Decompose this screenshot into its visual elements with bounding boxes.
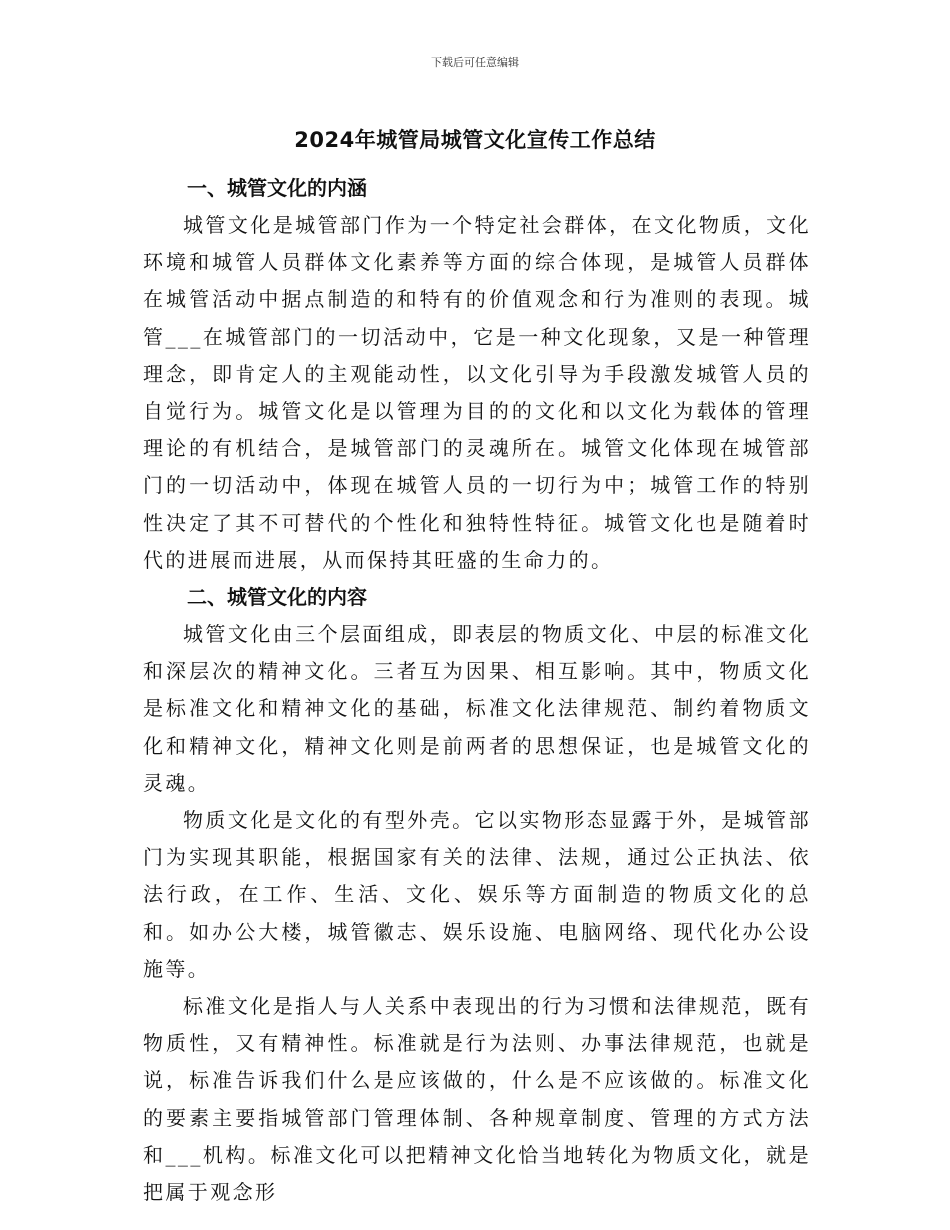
section-heading-2: 二、城管文化的内容 <box>187 585 367 610</box>
section-heading-1: 一、城管文化的内涵 <box>187 176 367 200</box>
paragraph: 标准文化是指人与人关系中表现出的行为习惯和法律规范，既有物质性，又有精神性。标准就是行为法则、办事法律规范，也就是说，标准告诉我们什么是应该做的，什么是不应该做的。标准文化的要素主要指城管部门管理体制、各种规章制度、管理的方式方法和___机构。标准文化可以把精神文化恰当地转化为物质文化，就是把属于观念形 <box>143 994 811 1205</box>
paragraph: 城管文化是城管部门作为一个特定社会群体，在文化物质，文化环境和城管人员群体文化素养等方面的综合体现，是城管人员群体在城管活动中据点制造的和特有的价值观念和行为准则的表现。城管___在城管部门的一切活动中，它是一种文化现象，又是一种管理理念，即肯定人的主观能动性，以文化引导为手段激发城管人员的自觉行为。城管文化是以管理为目的的文化和以文化为载体的管理理论的有机结合，是城管部门的灵魂所在。城管文化体现在城管部门的一切活动中，体现在城管人员的一切行为中；城管工作的特别性决定了其不可替代的个性化和独特性特征。城管文化也是随着时代的进展而进展，从而保持其旺盛的生命力的。 <box>143 213 811 572</box>
paragraph: 城管文化由三个层面组成，即表层的物质文化、中层的标准文化和深层次的精神文化。三者互为因果、相互影响。其中，物质文化是标准文化和精神文化的基础，标准文化法律规范、制约着物质文化和精神文化，精神文化则是前两者的思想保证，也是城管文化的灵魂。 <box>143 622 811 795</box>
page-header-note: 下载后可任意编辑 <box>431 56 519 69</box>
document-body <box>143 170 811 1211</box>
paragraph: 物质文化是文化的有型外壳。它以实物形态显露于外，是城管部门为实现其职能，根据国家有关的法律、法规，通过公正执法、依法行政，在工作、生活、文化、娱乐等方面制造的物质文化的总和。如办公大楼，城管徽志、娱乐设施、电脑网络、现代化办公设施等。 <box>143 808 811 981</box>
document-title: 2024年城管局城管文化宣传工作总结 <box>294 128 656 152</box>
